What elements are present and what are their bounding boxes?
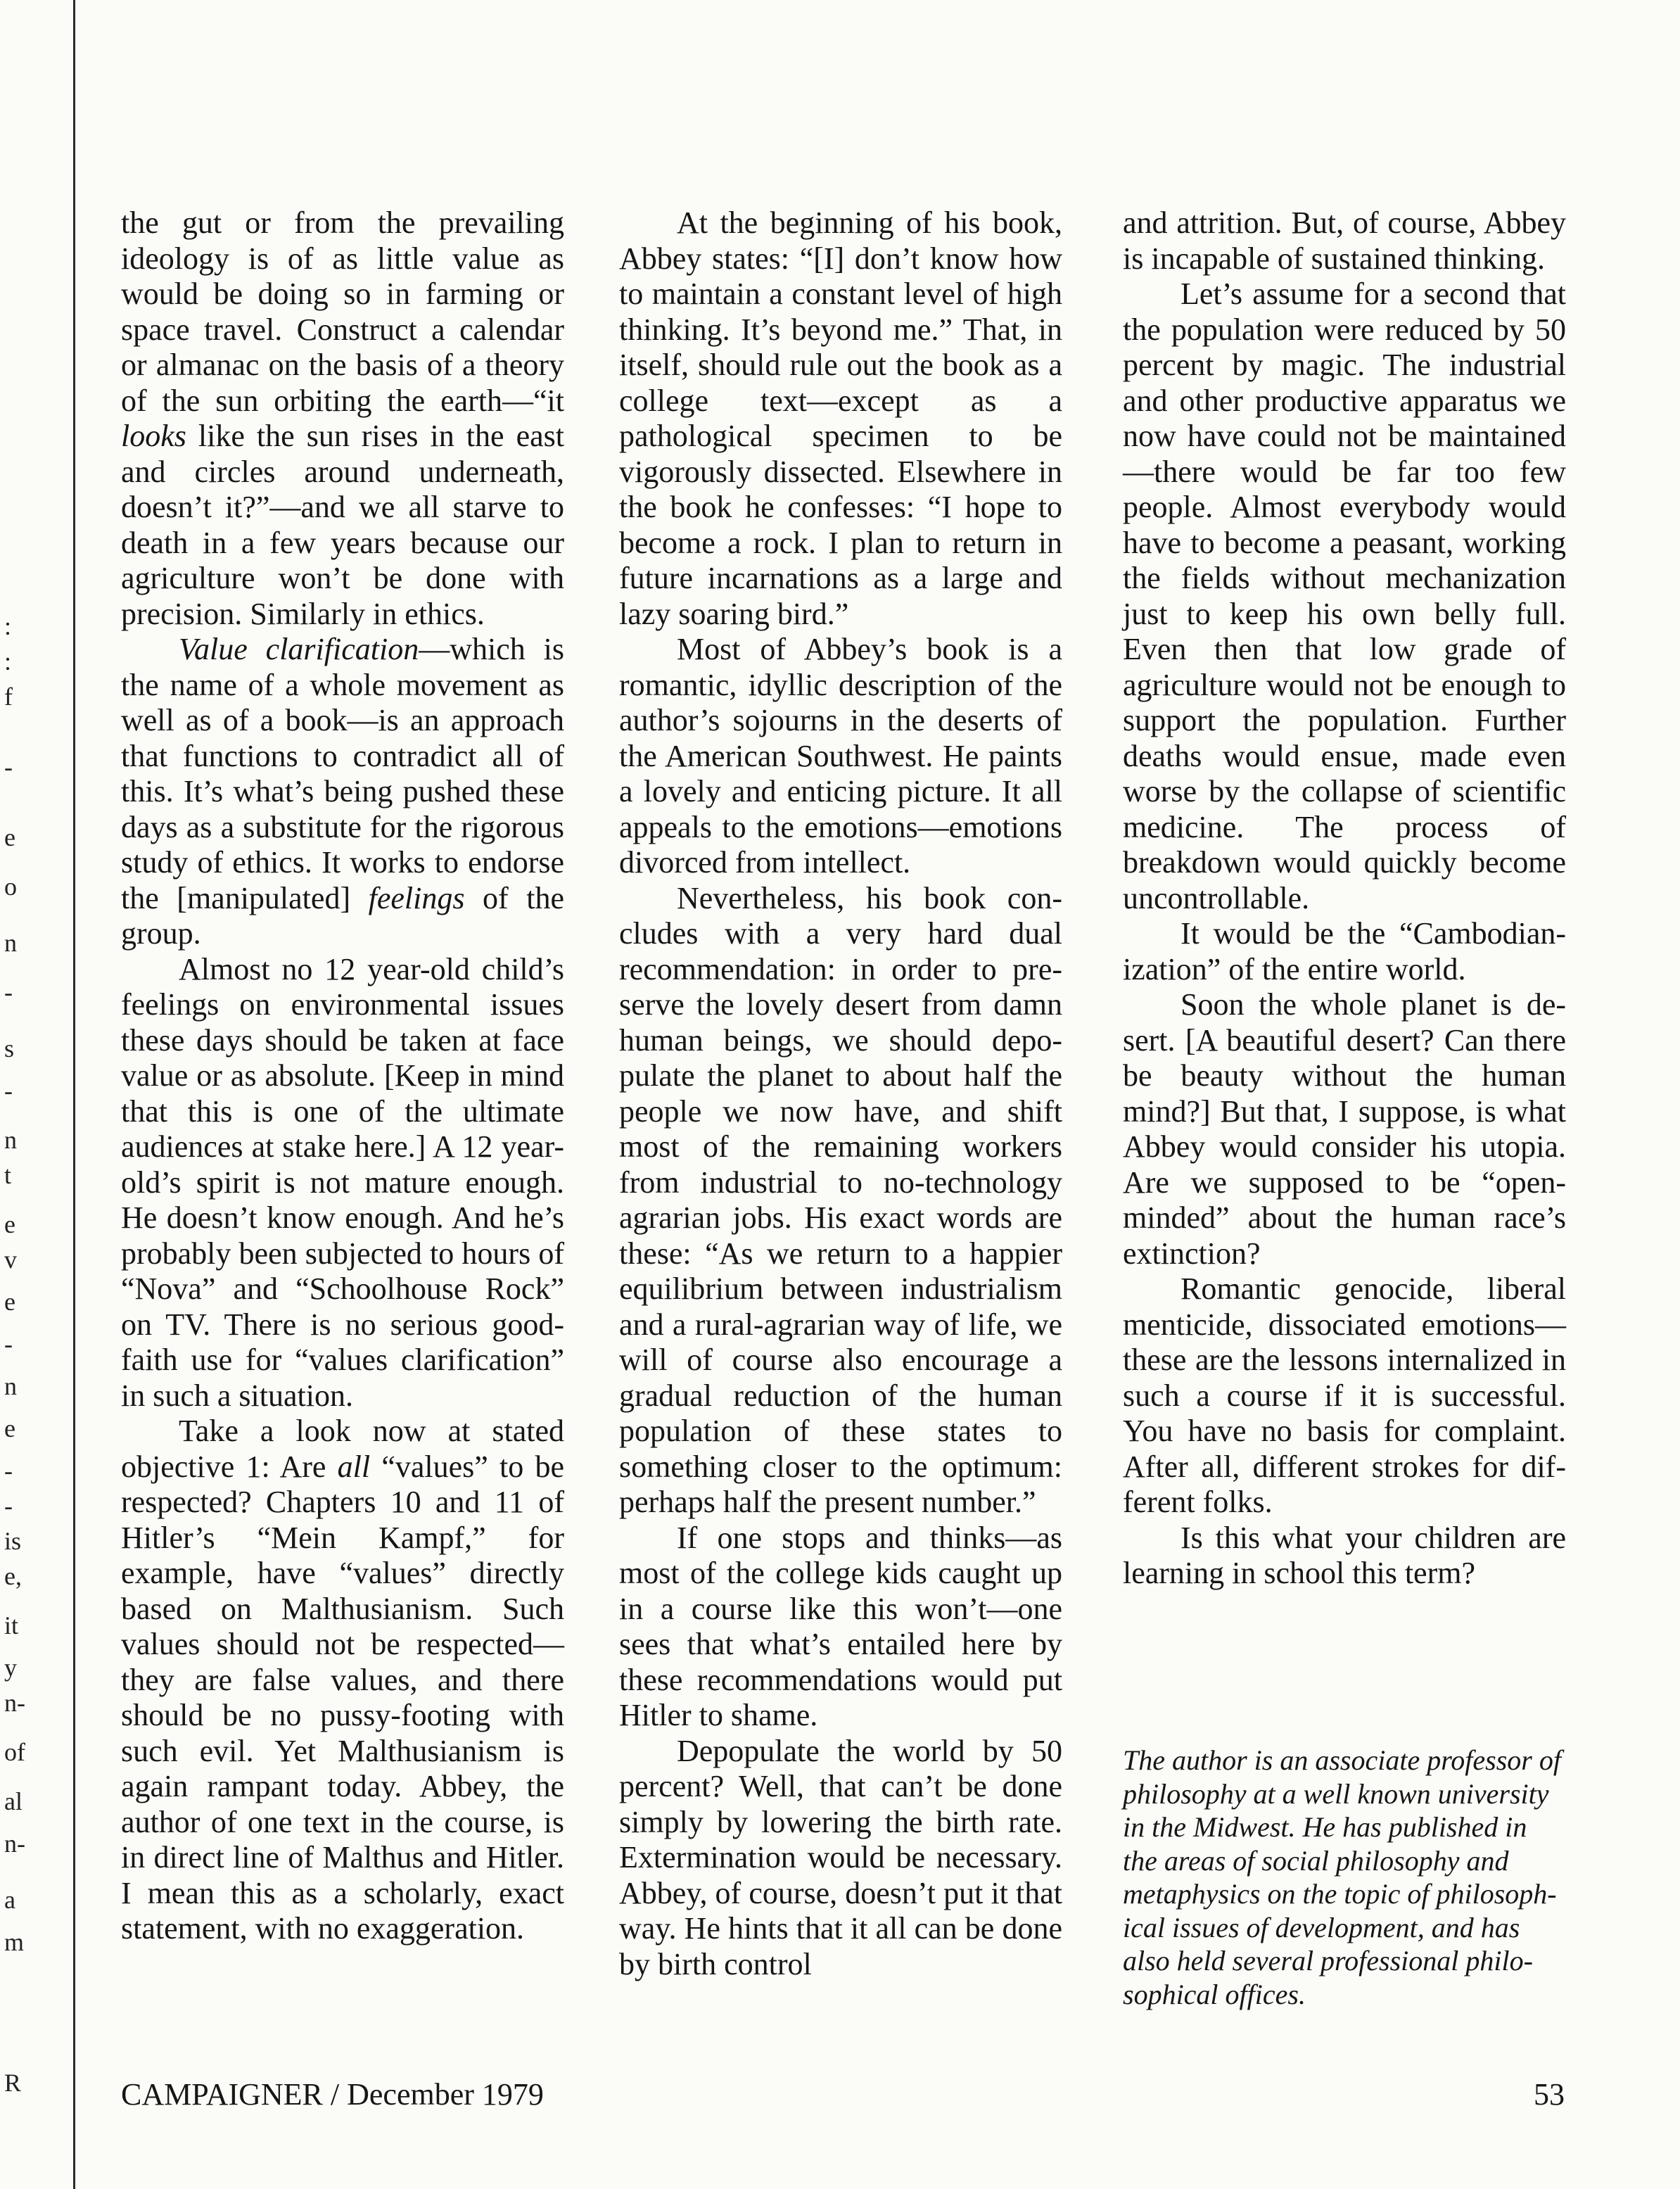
- text-run: Let’s assume for a second that the population were reduced by 50 percent by magic. The industrial and other productive apparatus we now have could not be maintained—there would be far too few people. Almost everybody would have to become a peasant, working the fields without mechanization just to keep his own belly full. Even then that low grade of agriculture would not be enough to support the population. Further deaths would ensue, made even worse by the collapse of scientific medicine. The process of breakdown would quickly become uncontrollable.: [1123, 277, 1566, 915]
- bleed-fragment: e: [4, 1288, 15, 1316]
- bleed-fragment: n: [4, 1126, 17, 1154]
- text-run: It would be the “Cambodianization” of the entire world.: [1123, 916, 1566, 986]
- bleed-fragment: -: [4, 1457, 13, 1485]
- bleed-fragment: e: [4, 1210, 15, 1238]
- bleed-fragment: is: [4, 1527, 22, 1555]
- gutter-rule: [73, 0, 75, 2189]
- text-run: At the beginning of his book, Abbey states: “[I] don’t know how to maintain a constant level of high thinking. It’s beyond me.” That, in itself, should rule out the book as a college text—except as a pathological specimen to be vigorously dissected. Elsewhere in the book he confesses: “I hope to become a rock. I plan to return in future incarnations as a large and lazy soaring bird.”: [619, 205, 1062, 631]
- text-run: Most of Abbey’s book is a romantic, idyllic description of the author’s sojourns in the deserts of the American Southwest. He paints a lovely and enticing picture. It all appeals to the emotions—emotions divorced from intellect.: [619, 632, 1062, 880]
- bleed-fragment: e: [4, 1414, 15, 1442]
- page-number: 53: [1534, 2077, 1565, 2112]
- article-column-2: [619, 205, 1062, 1982]
- bleed-fragment: y: [4, 1654, 17, 1682]
- text-run: Romantic genocide, liberal menticide, dissociated emotions—these are the lessons internalized in such a course if it is successful. You have no basis for complaint. After all, different strokes for different folks.: [1123, 1271, 1566, 1519]
- paragraph: [619, 632, 1062, 881]
- bleed-fragment: -: [4, 978, 13, 1006]
- bleed-fragment: o: [4, 873, 17, 901]
- paragraph: [619, 881, 1062, 1521]
- bleed-fragment: -: [4, 753, 13, 781]
- bleed-fragment: of: [4, 1738, 25, 1766]
- italic-text: all: [337, 1449, 371, 1484]
- text-run: of the group.: [121, 880, 564, 951]
- paragraph: [121, 1414, 564, 1947]
- text-run: the gut or from the prevailing ideology is of as little value as would be doing so in farming or space travel. Construct a calendar or almanac on the basis of a theory of the sun orbiting the earth—“it: [121, 205, 564, 418]
- bleed-fragment: :: [4, 612, 12, 640]
- bleed-fragment: n: [4, 929, 17, 957]
- bleed-fragment: n-: [4, 1689, 25, 1717]
- article-column-3: [1123, 205, 1566, 1592]
- paragraph: [1123, 1271, 1566, 1521]
- bleed-fragment: t: [4, 1161, 12, 1189]
- paragraph: [1123, 987, 1566, 1271]
- bleed-fragment: e: [4, 823, 15, 851]
- text-run: —which is the name of a whole movement as well as of a book—is an approach that functions to contradict all of this. It’s what’s being pushed these days as a substitute for the rigorous study of ethics. It works to endorse the [manipulated]: [121, 632, 564, 915]
- paragraph: [121, 952, 564, 1414]
- paragraph: [1123, 277, 1566, 916]
- bleed-fragment: a: [4, 1886, 15, 1914]
- bleed-fragment: s: [4, 1034, 15, 1062]
- bleed-fragment: m: [4, 1928, 25, 1956]
- bleed-fragment: it: [4, 1611, 19, 1639]
- bleed-fragment: -: [4, 1077, 13, 1105]
- paragraph: [1123, 205, 1566, 277]
- bleed-fragment: e,: [4, 1562, 22, 1590]
- text-run: Take a look now at stated objective 1: Are: [121, 1414, 564, 1484]
- text-run: Almost no 12 year-old child’s feelings on environmental issues these days should be taken at face value or as absolute. [Keep in mind that this is one of the ultimate audiences at stake here.] A 12 year-old’s spirit is not mature enough. He doesn’t know enough. And he’s probably been subjected to hours of “Nova” and “Schoolhouse Rock” on TV. There is no serious good-faith use for “values clarification” in such a situation.: [121, 951, 564, 1413]
- paragraph: [619, 1521, 1062, 1734]
- italic-text: feelings: [368, 880, 465, 915]
- bleed-fragment: n: [4, 1372, 17, 1400]
- text-run: If one stops and thinks—as most of the college kids caught up in a course like this won’t—one sees that what’s entailed here by these recommendations would put Hitler to shame.: [619, 1520, 1062, 1732]
- text-run: like the sun rises in the east and circles around underneath, doesn’t it?”—and we all starve to death in a few years because our agriculture won’t be done with precision. Similarly in ethics.: [121, 419, 564, 631]
- italic-text: looks: [121, 419, 186, 453]
- bleed-fragment: :: [4, 647, 12, 675]
- bleed-fragment: al: [4, 1787, 23, 1815]
- author-bio: The author is an associate professor of philosophy at a well known university in the Midwest. He has published in the areas of social philosophy and metaphysics on the topic of philosophical issues of development, and has also held several professional philosophical offices.: [1123, 1744, 1561, 2010]
- text-run: “values” to be respected? Chapters 10 and 11 of Hitler’s “Mein Kampf,” for example, have “values” directly based on Malthusianism. Such values should not be respected—they are false values, and there should be no pussy-footing with such evil. Yet Malthusianism is again rampant today. Abbey, the author of one text in the course, is in direct line of Malthus and Hitler. I mean this as a scholarly, exact statement, with no exaggeration.: [121, 1449, 564, 1946]
- paragraph: [121, 205, 564, 632]
- bleed-fragment: -: [4, 1330, 13, 1358]
- paragraph: [619, 1734, 1062, 1983]
- bleed-fragment: R: [4, 2069, 22, 2097]
- bleed-fragment: -: [4, 1492, 13, 1520]
- bleed-fragment: n-: [4, 1829, 25, 1858]
- article-column-1: [121, 205, 564, 1947]
- italic-text: Value clarification: [179, 632, 419, 666]
- text-run: Soon the whole planet is desert. [A beautiful desert? Can there be beauty without the human mind?] But that, I suppose, is what Abbey would consider his utopia. Are we supposed to be “open-minded” about the human race’s extinction?: [1123, 987, 1566, 1271]
- text-run: Depopulate the world by 50 percent? Well, that can’t be done simply by lowering the birth rate. Extermination would be necessary. Abbey, of course, doesn’t put it that way. He hints that it all can be done by birth control: [619, 1733, 1062, 1981]
- bleed-fragment: f: [4, 683, 13, 711]
- paragraph: [1123, 1521, 1566, 1592]
- text-run: Is this what your children are learning in school this term?: [1123, 1520, 1566, 1590]
- paragraph: [619, 205, 1062, 632]
- text-run: and attrition. But, of course, Abbey is incapable of sustained thinking.: [1123, 205, 1566, 276]
- previous-page-bleed: [0, 0, 42, 2189]
- text-run: Nevertheless, his book concludes with a very hard dual recommendation: in order to preserve the lovely desert from damn human beings, we should depopulate the planet to about half the people we now have, and shift most of the remaining workers from industrial to no-technology agrarian jobs. His exact words are these: “As we return to a happier equilibrium between industrialism and a rural-agrarian way of life, we will of course also encourage a gradual reduction of the human population of these states to something closer to the optimum: perhaps half the present number.”: [619, 880, 1062, 1519]
- bleed-fragment: v: [4, 1245, 17, 1274]
- paragraph: [1123, 916, 1566, 987]
- publication-footer: CAMPAIGNER / December 1979: [121, 2077, 544, 2112]
- paragraph: [121, 632, 564, 952]
